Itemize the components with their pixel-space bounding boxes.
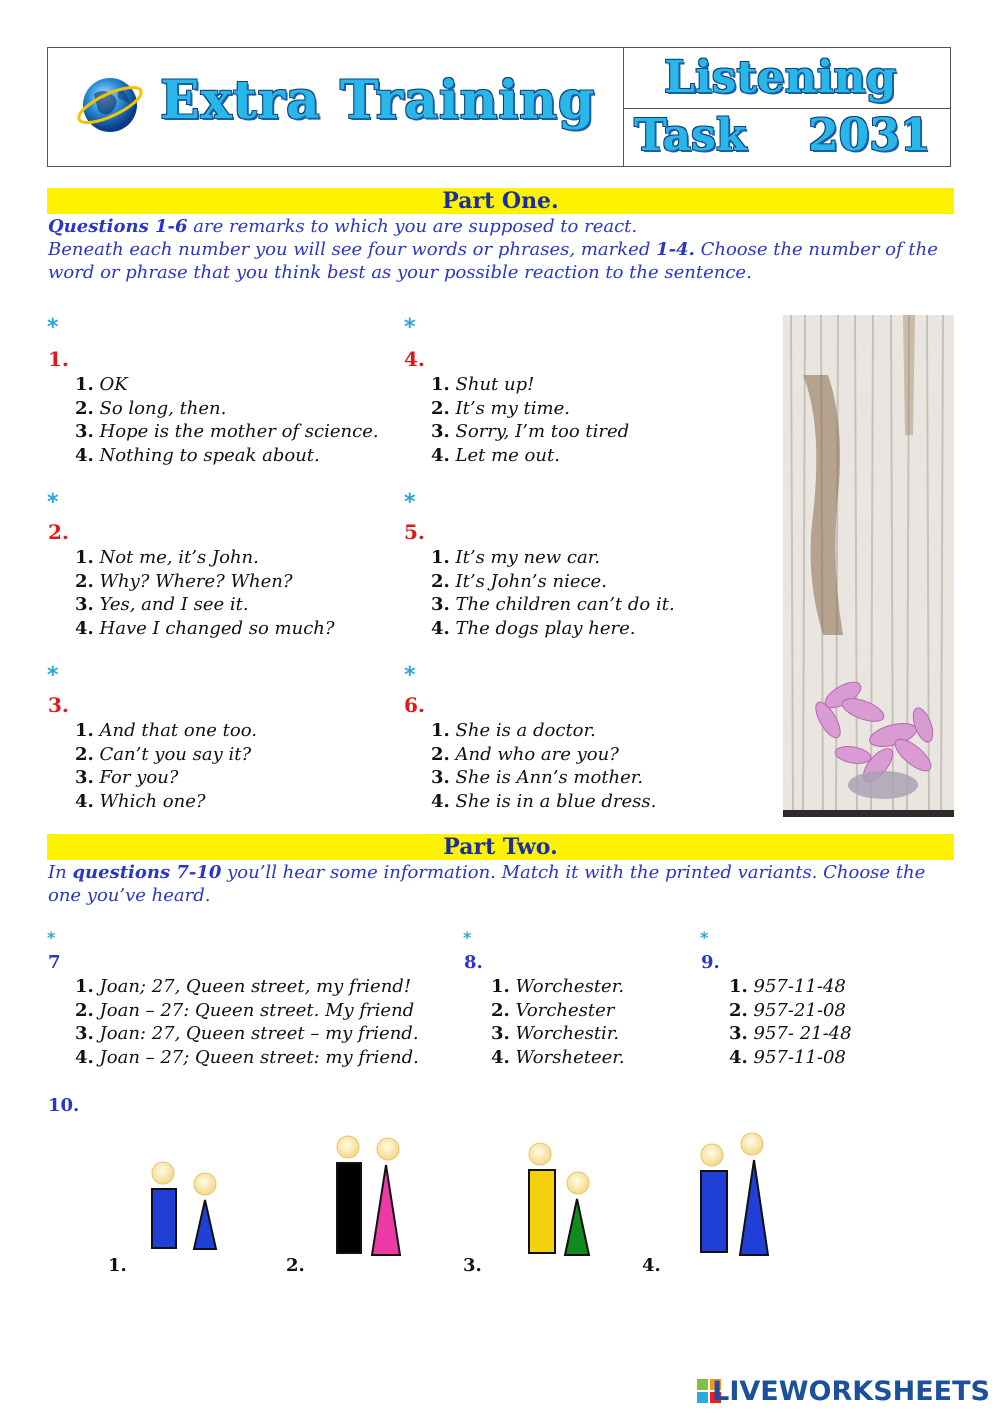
section-type: Listening [664, 52, 897, 103]
figure-pair-1[interactable] [152, 1162, 216, 1249]
option[interactable]: 1. And that one too. [75, 720, 257, 741]
question-options [75, 975, 419, 1069]
star-marker: * [404, 315, 416, 340]
figure-label: 3. [463, 1255, 482, 1276]
question-options [431, 546, 675, 640]
instr-bold: questions 7-10 [72, 862, 222, 883]
star-marker: * [47, 928, 56, 947]
star-marker: * [47, 315, 59, 340]
option[interactable]: 1. Not me, it’s John. [75, 547, 259, 568]
option[interactable]: 4. Which one? [75, 790, 206, 812]
star-marker: * [47, 663, 59, 688]
option[interactable]: 2. Can’t you say it? [75, 743, 252, 765]
figure-pair-4[interactable] [701, 1133, 768, 1255]
decorative-wood-flowers-image [783, 315, 954, 817]
question-number: 1. [48, 347, 69, 371]
option[interactable]: 4. Let me out. [431, 444, 560, 466]
question-number: 2. [48, 520, 69, 544]
option[interactable]: 3. For you? [75, 767, 179, 788]
figure-label: 2. [286, 1255, 305, 1276]
star-marker: * [700, 928, 709, 947]
option[interactable]: 3. Yes, and I see it. [75, 594, 249, 615]
header-divider [623, 47, 624, 167]
question-number: 4. [404, 347, 425, 371]
part-two-heading: Part Two. [47, 834, 954, 860]
option[interactable]: 1. OK [75, 374, 128, 395]
question-options [431, 373, 629, 467]
option[interactable]: 3. The children can’t do it. [431, 594, 675, 615]
part-one-instructions [48, 215, 958, 284]
worksheet-title: Extra Training [160, 70, 596, 131]
question-number: 6. [404, 693, 425, 717]
question-number: 9. [701, 952, 720, 973]
brand-watermark: LIVEWORKSHEETS [712, 1376, 990, 1407]
option[interactable]: 2. 957-21-08 [729, 999, 846, 1021]
question-number: 7 [48, 952, 61, 973]
option[interactable]: 1. It’s my new car. [431, 547, 601, 568]
option[interactable]: 2. And who are you? [431, 743, 619, 765]
option[interactable]: 2. It’s my time. [431, 397, 570, 419]
option[interactable]: 3. Hope is the mother of science. [75, 421, 379, 442]
option[interactable]: 2. Joan – 27: Queen street. My friend [75, 999, 415, 1021]
question-options [431, 719, 656, 813]
star-marker: * [404, 663, 416, 688]
instr-bold: Questions 1-6 [48, 216, 188, 237]
question-number: 5. [404, 520, 425, 544]
question-options [75, 373, 379, 467]
figure-label: 1. [108, 1255, 127, 1276]
globe-icon [74, 72, 146, 136]
instr-text: you’ll hear some information. Match it with the printed variants. Choose the one you’ve heard. [48, 862, 926, 906]
star-marker: * [463, 928, 472, 947]
star-marker: * [404, 490, 416, 515]
option[interactable]: 4. Nothing to speak about. [75, 444, 320, 466]
instr-text: Choose the number of the word or phrase that you think best as your possible reaction to the sentence. [48, 239, 938, 283]
task-label: Task [634, 110, 747, 161]
question-options [729, 975, 852, 1069]
option[interactable]: 2. Vorchester [491, 999, 615, 1021]
instr-text: In [48, 862, 73, 883]
option[interactable]: 1. Joan; 27, Queen street, my friend! [75, 976, 412, 997]
instr-bold: 1-4. [656, 239, 695, 260]
figure-pair-3[interactable] [529, 1143, 589, 1255]
question-options [491, 975, 625, 1069]
option[interactable]: 3. 957- 21-48 [729, 1023, 852, 1044]
option[interactable]: 3. She is Ann’s mother. [431, 767, 644, 788]
option[interactable]: 1. Worchester. [491, 976, 625, 997]
option[interactable]: 4. 957-11-08 [729, 1046, 846, 1068]
option[interactable]: 2. It’s John’s niece. [431, 570, 607, 592]
option[interactable]: 2. Why? Where? When? [75, 570, 293, 592]
figure-pair-2[interactable] [337, 1136, 400, 1255]
question-number: 8. [464, 952, 483, 973]
figure-label: 4. [642, 1255, 661, 1276]
option[interactable]: 2. So long, then. [75, 397, 227, 419]
option[interactable]: 3. Sorry, I’m too tired [431, 421, 630, 442]
instr-text: are remarks to which you are supposed to react. [187, 216, 638, 237]
option[interactable]: 1. 957-11-48 [729, 976, 846, 997]
header-divider [623, 108, 951, 109]
option[interactable]: 4. Worsheteer. [491, 1046, 625, 1068]
part-two-instructions [48, 861, 958, 907]
option[interactable]: 1. Shut up! [431, 374, 535, 395]
option[interactable]: 4. Have I changed so much? [75, 617, 335, 639]
star-marker: * [47, 490, 59, 515]
option[interactable]: 3. Joan: 27, Queen street – my friend. [75, 1023, 419, 1044]
instr-text: Beneath each number you will see four words or phrases, marked [48, 239, 657, 260]
figure-options [0, 1125, 1000, 1285]
question-options [75, 719, 257, 813]
question-number: 10. [48, 1095, 80, 1116]
task-number: 2031 [808, 110, 931, 161]
question-options [75, 546, 335, 640]
question-number: 3. [48, 693, 69, 717]
option[interactable]: 4. Joan – 27; Queen street: my friend. [75, 1046, 419, 1068]
option[interactable]: 4. The dogs play here. [431, 617, 636, 639]
option[interactable]: 4. She is in a blue dress. [431, 790, 657, 812]
option[interactable]: 3. Worchestir. [491, 1023, 620, 1044]
part-one-heading: Part One. [47, 188, 954, 214]
option[interactable]: 1. She is a doctor. [431, 720, 596, 741]
